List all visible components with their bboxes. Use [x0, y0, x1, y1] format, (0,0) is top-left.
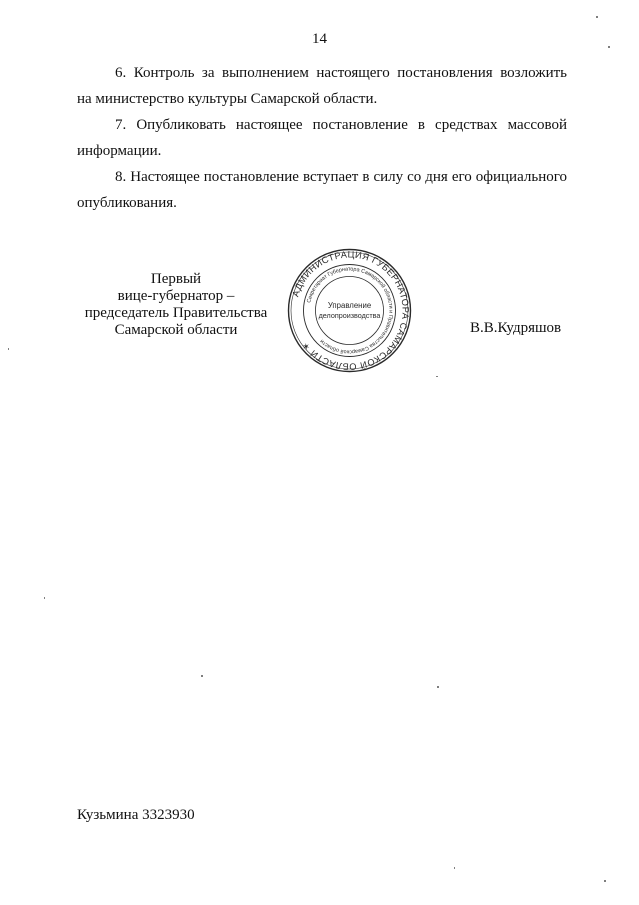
paragraph-6	[77, 60, 567, 112]
scan-speck	[44, 597, 45, 599]
paragraph-6-line-1: 6. Контроль за выполнением настоящего постановления возложить	[115, 65, 567, 81]
signer-title-line-1: Первый	[150, 271, 202, 287]
official-seal	[287, 248, 412, 373]
paragraph-7-line-1: 7. Опубликовать настоящее постановление в средствах массовой	[115, 117, 567, 133]
seal-inner-ring-text: Секретариат Губернатора Самарской области и Правительства Самарской области	[306, 266, 394, 355]
scan-speck	[8, 348, 9, 350]
seal-graphic	[287, 248, 412, 373]
scan-speck	[436, 376, 438, 377]
paragraph-7	[77, 112, 567, 164]
signer-title-line-2: вице-губернатор –	[117, 288, 235, 304]
signer-title	[76, 271, 276, 339]
scan-speck	[608, 46, 610, 48]
paragraph-7-line-2: информации.	[77, 143, 162, 159]
paragraph-8-line-2: опубликования.	[77, 195, 177, 211]
executor-contact: Кузьмина 3323930	[77, 807, 195, 823]
seal-center-line-2: делопроизводства	[318, 311, 381, 320]
signatory-name: В.В.Кудряшов	[470, 320, 562, 336]
seal-center-line-1: Управление	[327, 301, 372, 310]
scan-speck	[454, 867, 455, 869]
seal-outer-ring-text: АДМИНИСТРАЦИЯ ГУБЕРНАТОРА САМАРСКОЙ ОБЛАСТИ ✶	[290, 249, 411, 372]
paragraph-6-line-2: на министерство культуры Самарской области.	[77, 91, 378, 107]
signer-title-line-4: Самарской области	[114, 322, 238, 338]
scan-speck	[604, 880, 606, 882]
page-number: 14	[312, 31, 327, 47]
scan-speck	[201, 675, 203, 677]
signer-title-line-3: председатель Правительства	[84, 305, 268, 321]
paragraph-8-line-1: 8. Настоящее постановление вступает в силу со дня его официального	[115, 169, 567, 185]
paragraph-8	[77, 164, 567, 216]
scan-speck	[596, 16, 598, 18]
scan-speck	[437, 686, 439, 688]
